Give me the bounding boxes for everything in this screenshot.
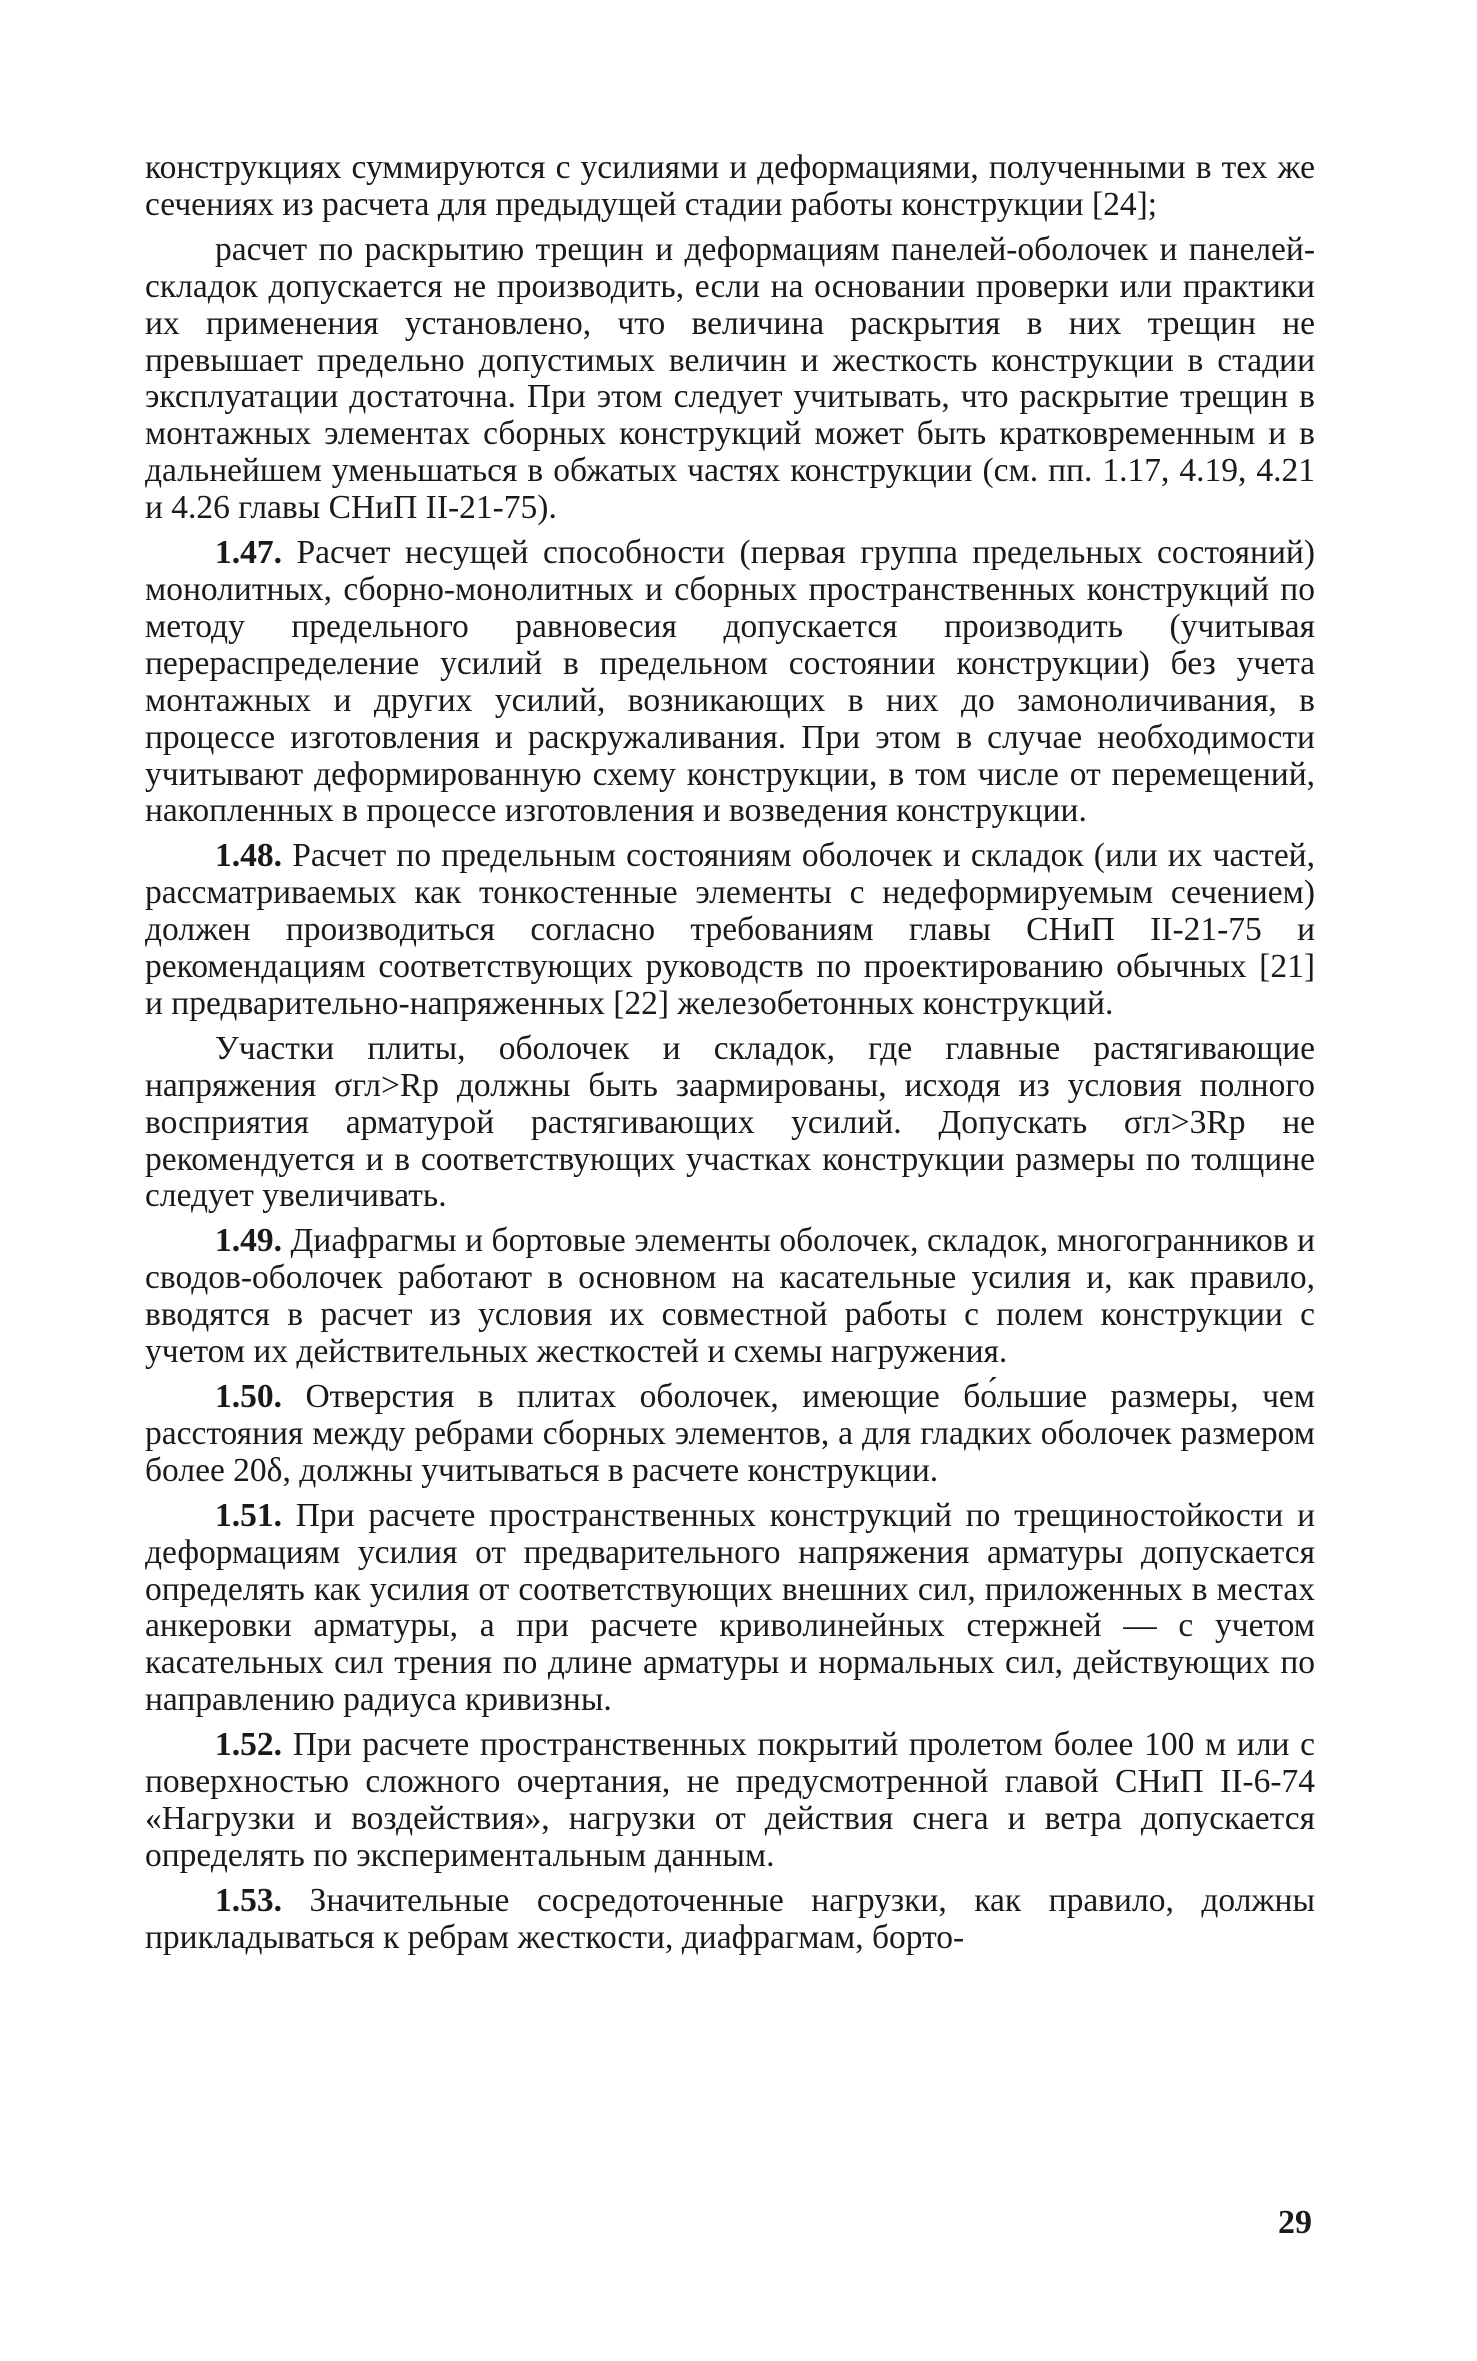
- paragraph-text: Значительные сосредоточенные нагрузки, как правило, должны прикладываться к ребрам жесткости, диафрагмам, борто-: [145, 1881, 1315, 1956]
- paragraph-text: Отверстия в плитах оболочек, имеющие бо́льшие размеры, чем расстояния между ребрами сборных элементов, а для гладких оболочек размером более 20δ, должны учитываться в расчете конструкции.: [145, 1378, 1316, 1489]
- clause-1-51: [145, 1498, 1315, 1719]
- paragraph-text: При расчете пространственных конструкций по трещиностойкости и деформациям усилия от предварительного напряжения арматуры допускается определять как усилия от соответствующих внешних сил, приложенных в местах анкеровки арматуры, а при расчете криволинейных стержней — с учетом касательных сил трения по длине арматуры и нормальных сил, действующих по направлению радиуса кривизны.: [145, 1496, 1316, 1719]
- paragraph-text: Диафрагмы и бортовые элементы оболочек, складок, многогранников и сводов-оболочек работают в основном на касательные усилия и, как правило, вводятся в расчет из условия их совместной работы с полем конструкции с учетом их действительных жесткостей и схемы нагружения.: [145, 1222, 1315, 1371]
- paragraph-text: Расчет по предельным состояниям оболочек и складок (или их частей, рассматриваемых как тонкостенные элементы с недеформируемым сечением) должен производиться согласно требованиям главы СНиП II-21-75 и рекомендациям соответствующих руководств по проектированию обычных [21] и предварительно-напряженных [22] железобетонных конструкций.: [145, 837, 1315, 1022]
- paragraph-text: конструкциях суммируются с усилиями и деформациями, полученными в тех же сечениях из расчета для предыдущей стадии работы конструкции [24];: [145, 149, 1315, 223]
- clause-1-48: [145, 838, 1315, 1023]
- clause-1-47: [145, 535, 1315, 830]
- paragraph-text: Участки плиты, оболочек и складок, где главные растягивающие напряжения σгл>Rр должны быть заармированы, исходя из условия полного восприятия арматурой растягивающих усилий. Допускать σгл>3Rр не рекомендуется и в соответствующих участках конструкции размеры по толщине следует увеличивать.: [145, 1029, 1315, 1215]
- clause-number: 1.51.: [215, 1496, 282, 1534]
- paragraph: [145, 150, 1315, 224]
- clause-1-52: [145, 1727, 1315, 1875]
- clause-number: 1.50.: [215, 1378, 282, 1415]
- page-number: 29: [1278, 2204, 1312, 2241]
- clause-1-50: [145, 1379, 1315, 1490]
- clause-1-49: [145, 1223, 1315, 1371]
- clause-number: 1.52.: [215, 1726, 282, 1764]
- clause-number: 1.49.: [215, 1222, 282, 1260]
- clause-1-53: [145, 1883, 1315, 1957]
- body-text: [145, 150, 1315, 1965]
- clause-number: 1.47.: [215, 534, 282, 572]
- paragraph: [145, 1031, 1315, 1216]
- paragraph: [145, 232, 1315, 527]
- clause-number: 1.48.: [215, 837, 282, 875]
- paragraph-text: расчет по раскрытию трещин и деформациям панелей-оболочек и панелей-складок допускается не производить, если на основании проверки или практики их применения установлено, что величина раскрытия в них трещин не превышает предельно допустимых величин и жесткость конструкции в стадии эксплуатации достаточна. При этом следует учитывать, что раскрытие трещин в монтажных элементах сборных конструкций может быть кратковременным и в дальнейшем уменьшаться в обжатых частях конструкции (см. пп. 1.17, 4.19, 4.21 и 4.26 главы СНиП II-21-75).: [145, 230, 1315, 527]
- paragraph-text: При расчете пространственных покрытий пролетом более 100 м или с поверхностью сложного очертания, не предусмотренной главой СНиП II-6-74 «Нагрузки и воздействия», нагрузки от действия снега и ветра допускается определять по экспериментальным данным.: [145, 1726, 1316, 1874]
- paragraph-text: Расчет несущей способности (первая группа предельных состояний) монолитных, сборно-монолитных и сборных пространственных конструкций по методу предельного равновесия допускается производить (учитывая перераспределение усилий в предельном состоянии конструкции) без учета монтажных и других усилий, возникающих в них до замоноличивания, в процессе изготовления и раскружаливания. При этом в случае необходимости учитывают деформированную схему конструкции, в том числе от перемещений, накопленных в процессе изготовления и возведения конструкции.: [145, 534, 1315, 830]
- clause-number: 1.53.: [215, 1881, 282, 1919]
